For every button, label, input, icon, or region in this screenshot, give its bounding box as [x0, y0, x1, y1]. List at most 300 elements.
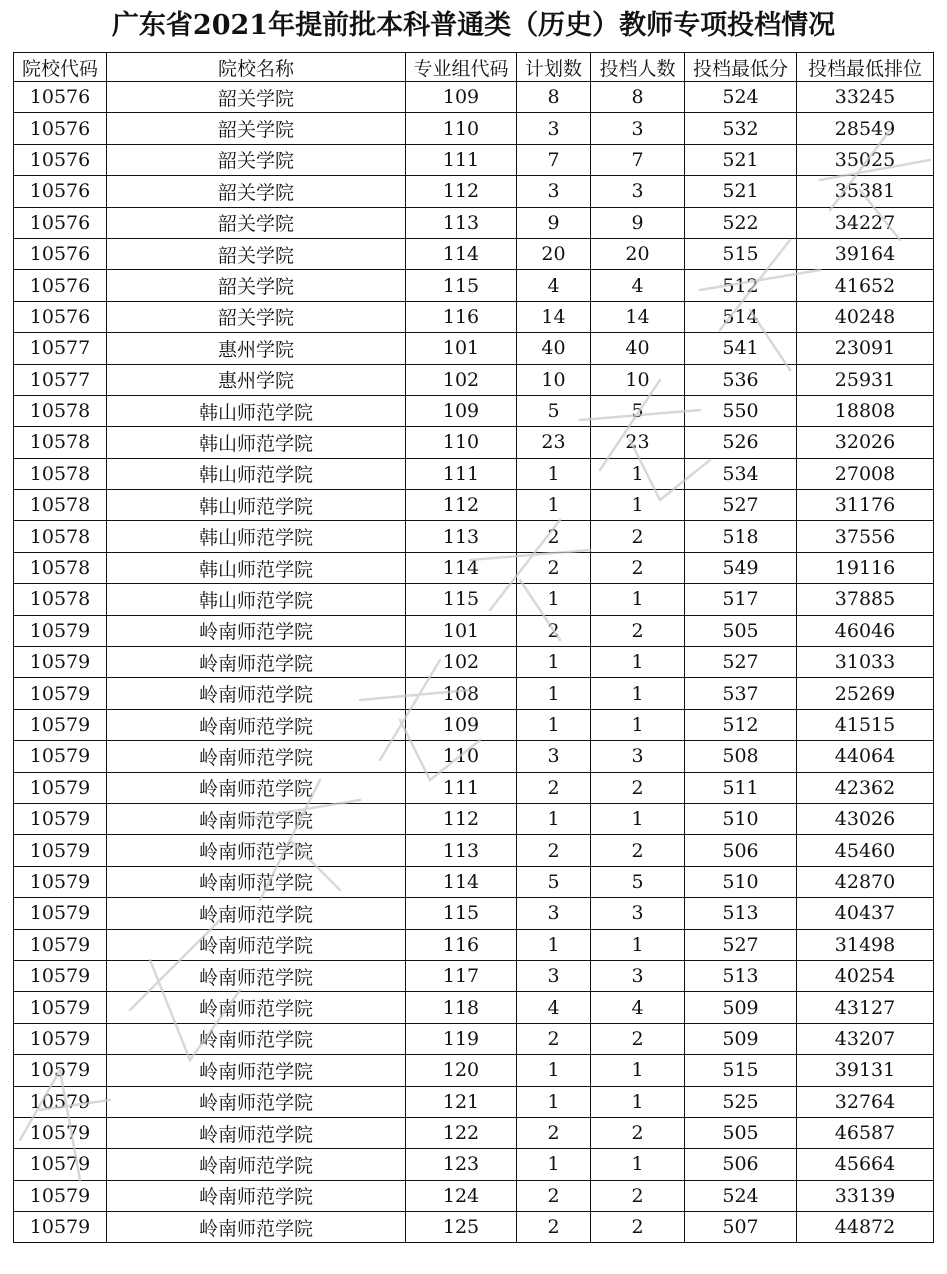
cell-school-name: 韶关学院: [107, 207, 406, 238]
cell-school-code: 10578: [14, 490, 107, 521]
cell-admitted-count: 2: [591, 1212, 685, 1243]
cell-min-rank: 19116: [797, 552, 934, 583]
cell-plan-count: 3: [517, 176, 591, 207]
cell-group-code: 114: [406, 866, 517, 897]
cell-admitted-count: 1: [591, 678, 685, 709]
cell-school-code: 10579: [14, 835, 107, 866]
cell-admitted-count: 2: [591, 1023, 685, 1054]
cell-admitted-count: 2: [591, 615, 685, 646]
cell-school-code: 10576: [14, 82, 107, 113]
cell-plan-count: 10: [517, 364, 591, 395]
cell-min-score: 541: [685, 333, 797, 364]
cell-min-score: 537: [685, 678, 797, 709]
cell-min-rank: 43127: [797, 992, 934, 1023]
cell-admitted-count: 3: [591, 113, 685, 144]
cell-min-rank: 33139: [797, 1180, 934, 1211]
cell-min-score: 515: [685, 1055, 797, 1086]
cell-school-code: 10579: [14, 960, 107, 991]
cell-plan-count: 1: [517, 678, 591, 709]
cell-school-name: 韶关学院: [107, 113, 406, 144]
cell-group-code: 120: [406, 1055, 517, 1086]
cell-school-name: 岭南师范学院: [107, 1149, 406, 1180]
cell-school-code: 10579: [14, 709, 107, 740]
cell-school-name: 岭南师范学院: [107, 1180, 406, 1211]
cell-plan-count: 2: [517, 615, 591, 646]
cell-min-rank: 31498: [797, 929, 934, 960]
cell-school-code: 10579: [14, 1086, 107, 1117]
table-row: [14, 1212, 934, 1243]
cell-plan-count: 2: [517, 521, 591, 552]
table-row: [14, 521, 934, 552]
cell-min-rank: 25931: [797, 364, 934, 395]
admission-table: [13, 52, 934, 1243]
cell-school-name: 岭南师范学院: [107, 772, 406, 803]
cell-plan-count: 2: [517, 835, 591, 866]
cell-min-score: 549: [685, 552, 797, 583]
cell-plan-count: 1: [517, 584, 591, 615]
cell-school-code: 10577: [14, 364, 107, 395]
cell-min-score: 527: [685, 647, 797, 678]
table-row: [14, 395, 934, 426]
header-school-code: 院校代码: [14, 53, 107, 82]
cell-group-code: 122: [406, 1117, 517, 1148]
cell-school-code: 10578: [14, 458, 107, 489]
cell-min-score: 521: [685, 144, 797, 175]
cell-plan-count: 2: [517, 552, 591, 583]
cell-plan-count: 7: [517, 144, 591, 175]
cell-min-score: 513: [685, 960, 797, 991]
cell-group-code: 117: [406, 960, 517, 991]
cell-min-rank: 40248: [797, 301, 934, 332]
cell-admitted-count: 20: [591, 238, 685, 269]
cell-plan-count: 40: [517, 333, 591, 364]
cell-min-rank: 45460: [797, 835, 934, 866]
cell-school-code: 10579: [14, 1023, 107, 1054]
cell-school-code: 10578: [14, 521, 107, 552]
cell-admitted-count: 7: [591, 144, 685, 175]
cell-min-rank: 37885: [797, 584, 934, 615]
cell-group-code: 109: [406, 709, 517, 740]
cell-school-name: 惠州学院: [107, 364, 406, 395]
cell-min-score: 507: [685, 1212, 797, 1243]
table-row: [14, 866, 934, 897]
cell-group-code: 118: [406, 992, 517, 1023]
cell-school-code: 10579: [14, 741, 107, 772]
cell-admitted-count: 23: [591, 427, 685, 458]
cell-school-name: 韩山师范学院: [107, 458, 406, 489]
cell-min-rank: 23091: [797, 333, 934, 364]
cell-school-name: 韩山师范学院: [107, 395, 406, 426]
cell-admitted-count: 1: [591, 584, 685, 615]
cell-admitted-count: 4: [591, 992, 685, 1023]
cell-school-code: 10576: [14, 207, 107, 238]
table-row: [14, 960, 934, 991]
cell-school-name: 韩山师范学院: [107, 584, 406, 615]
cell-admitted-count: 10: [591, 364, 685, 395]
cell-plan-count: 2: [517, 1212, 591, 1243]
cell-min-score: 509: [685, 992, 797, 1023]
cell-school-name: 岭南师范学院: [107, 1086, 406, 1117]
cell-plan-count: 8: [517, 82, 591, 113]
cell-min-score: 509: [685, 1023, 797, 1054]
cell-plan-count: 3: [517, 113, 591, 144]
cell-admitted-count: 1: [591, 647, 685, 678]
cell-admitted-count: 5: [591, 395, 685, 426]
cell-school-code: 10576: [14, 270, 107, 301]
cell-plan-count: 1: [517, 1086, 591, 1117]
cell-min-rank: 32026: [797, 427, 934, 458]
cell-school-name: 岭南师范学院: [107, 898, 406, 929]
cell-admitted-count: 2: [591, 552, 685, 583]
cell-school-name: 岭南师范学院: [107, 647, 406, 678]
cell-min-rank: 32764: [797, 1086, 934, 1117]
cell-min-score: 506: [685, 1149, 797, 1180]
cell-plan-count: 1: [517, 1055, 591, 1086]
cell-admitted-count: 1: [591, 1055, 685, 1086]
cell-school-name: 韶关学院: [107, 301, 406, 332]
cell-school-name: 岭南师范学院: [107, 960, 406, 991]
cell-min-rank: 46046: [797, 615, 934, 646]
cell-school-name: 岭南师范学院: [107, 1117, 406, 1148]
cell-group-code: 112: [406, 176, 517, 207]
cell-min-rank: 31033: [797, 647, 934, 678]
cell-admitted-count: 5: [591, 866, 685, 897]
cell-min-rank: 40437: [797, 898, 934, 929]
cell-plan-count: 14: [517, 301, 591, 332]
cell-admitted-count: 3: [591, 741, 685, 772]
cell-group-code: 109: [406, 395, 517, 426]
cell-group-code: 114: [406, 552, 517, 583]
cell-school-code: 10578: [14, 552, 107, 583]
cell-group-code: 102: [406, 364, 517, 395]
cell-min-score: 506: [685, 835, 797, 866]
cell-group-code: 101: [406, 333, 517, 364]
cell-group-code: 125: [406, 1212, 517, 1243]
cell-school-code: 10576: [14, 301, 107, 332]
cell-min-rank: 45664: [797, 1149, 934, 1180]
table-row: [14, 82, 934, 113]
header-school-name: 院校名称: [107, 53, 406, 82]
table-row: [14, 364, 934, 395]
cell-admitted-count: 1: [591, 1149, 685, 1180]
cell-group-code: 111: [406, 772, 517, 803]
cell-min-rank: 44872: [797, 1212, 934, 1243]
cell-admitted-count: 4: [591, 270, 685, 301]
cell-min-rank: 28549: [797, 113, 934, 144]
cell-min-score: 532: [685, 113, 797, 144]
cell-group-code: 119: [406, 1023, 517, 1054]
cell-min-score: 527: [685, 929, 797, 960]
cell-min-score: 515: [685, 238, 797, 269]
cell-min-score: 510: [685, 803, 797, 834]
cell-plan-count: 20: [517, 238, 591, 269]
cell-plan-count: 2: [517, 772, 591, 803]
cell-school-name: 韩山师范学院: [107, 521, 406, 552]
table-row: [14, 584, 934, 615]
table-row: [14, 678, 934, 709]
cell-plan-count: 4: [517, 992, 591, 1023]
cell-school-code: 10579: [14, 929, 107, 960]
cell-school-code: 10579: [14, 866, 107, 897]
cell-admitted-count: 1: [591, 458, 685, 489]
cell-plan-count: 9: [517, 207, 591, 238]
cell-admitted-count: 1: [591, 709, 685, 740]
cell-min-rank: 35381: [797, 176, 934, 207]
header-group-code: 专业组代码: [406, 53, 517, 82]
table-header-row: [14, 53, 934, 82]
cell-admitted-count: 3: [591, 960, 685, 991]
cell-school-code: 10579: [14, 678, 107, 709]
cell-school-name: 韶关学院: [107, 176, 406, 207]
cell-admitted-count: 2: [591, 835, 685, 866]
cell-min-rank: 31176: [797, 490, 934, 521]
cell-school-name: 惠州学院: [107, 333, 406, 364]
table-row: [14, 1149, 934, 1180]
table-row: [14, 301, 934, 332]
table-row: [14, 709, 934, 740]
cell-group-code: 113: [406, 207, 517, 238]
table-row: [14, 490, 934, 521]
cell-min-rank: 43026: [797, 803, 934, 834]
cell-min-rank: 33245: [797, 82, 934, 113]
cell-school-code: 10579: [14, 1055, 107, 1086]
cell-group-code: 116: [406, 301, 517, 332]
cell-school-code: 10576: [14, 144, 107, 175]
table-row: [14, 741, 934, 772]
header-plan-count: 计划数: [517, 53, 591, 82]
cell-plan-count: 3: [517, 960, 591, 991]
cell-school-code: 10576: [14, 238, 107, 269]
table-row: [14, 333, 934, 364]
cell-group-code: 116: [406, 929, 517, 960]
table-row: [14, 113, 934, 144]
cell-school-name: 韶关学院: [107, 82, 406, 113]
cell-min-score: 512: [685, 709, 797, 740]
document-title: 广东省2021年提前批本科普通类（历史）教师专项投档情况: [111, 10, 836, 41]
cell-admitted-count: 2: [591, 1180, 685, 1211]
cell-admitted-count: 14: [591, 301, 685, 332]
cell-plan-count: 1: [517, 458, 591, 489]
table-row: [14, 238, 934, 269]
cell-plan-count: 1: [517, 647, 591, 678]
cell-school-name: 岭南师范学院: [107, 929, 406, 960]
cell-plan-count: 1: [517, 709, 591, 740]
cell-plan-count: 2: [517, 1117, 591, 1148]
cell-plan-count: 2: [517, 1023, 591, 1054]
cell-school-code: 10579: [14, 803, 107, 834]
cell-plan-count: 4: [517, 270, 591, 301]
cell-admitted-count: 3: [591, 898, 685, 929]
cell-min-score: 525: [685, 1086, 797, 1117]
cell-min-score: 550: [685, 395, 797, 426]
cell-plan-count: 1: [517, 929, 591, 960]
cell-min-score: 513: [685, 898, 797, 929]
table-row: [14, 458, 934, 489]
cell-min-rank: 42362: [797, 772, 934, 803]
cell-plan-count: 3: [517, 741, 591, 772]
cell-admitted-count: 2: [591, 772, 685, 803]
table-row: [14, 772, 934, 803]
cell-group-code: 115: [406, 584, 517, 615]
cell-min-rank: 34227: [797, 207, 934, 238]
cell-group-code: 121: [406, 1086, 517, 1117]
cell-school-name: 韩山师范学院: [107, 552, 406, 583]
cell-min-score: 524: [685, 1180, 797, 1211]
cell-school-name: 韶关学院: [107, 144, 406, 175]
table-row: [14, 992, 934, 1023]
cell-group-code: 113: [406, 521, 517, 552]
cell-admitted-count: 1: [591, 803, 685, 834]
cell-min-score: 522: [685, 207, 797, 238]
cell-admitted-count: 40: [591, 333, 685, 364]
table-row: [14, 176, 934, 207]
cell-min-score: 511: [685, 772, 797, 803]
cell-school-name: 岭南师范学院: [107, 709, 406, 740]
header-min-score: 投档最低分: [685, 53, 797, 82]
cell-plan-count: 1: [517, 803, 591, 834]
table-row: [14, 1023, 934, 1054]
cell-school-name: 岭南师范学院: [107, 835, 406, 866]
table-row: [14, 615, 934, 646]
cell-min-rank: 37556: [797, 521, 934, 552]
cell-min-rank: 39164: [797, 238, 934, 269]
cell-school-code: 10579: [14, 1212, 107, 1243]
cell-group-code: 123: [406, 1149, 517, 1180]
cell-group-code: 110: [406, 427, 517, 458]
cell-group-code: 109: [406, 82, 517, 113]
cell-admitted-count: 3: [591, 176, 685, 207]
cell-school-code: 10579: [14, 615, 107, 646]
table-row: [14, 898, 934, 929]
table-row: [14, 803, 934, 834]
cell-min-rank: 44064: [797, 741, 934, 772]
table-row: [14, 1086, 934, 1117]
cell-school-code: 10579: [14, 1117, 107, 1148]
cell-admitted-count: 1: [591, 1086, 685, 1117]
cell-plan-count: 1: [517, 1149, 591, 1180]
cell-group-code: 114: [406, 238, 517, 269]
table-row: [14, 835, 934, 866]
cell-min-rank: 39131: [797, 1055, 934, 1086]
cell-school-name: 岭南师范学院: [107, 615, 406, 646]
cell-admitted-count: 1: [591, 490, 685, 521]
cell-school-code: 10577: [14, 333, 107, 364]
cell-min-score: 524: [685, 82, 797, 113]
cell-group-code: 102: [406, 647, 517, 678]
cell-school-code: 10579: [14, 647, 107, 678]
cell-min-score: 512: [685, 270, 797, 301]
cell-plan-count: 3: [517, 898, 591, 929]
cell-min-score: 514: [685, 301, 797, 332]
cell-group-code: 101: [406, 615, 517, 646]
cell-min-rank: 46587: [797, 1117, 934, 1148]
table-row: [14, 1117, 934, 1148]
cell-group-code: 124: [406, 1180, 517, 1211]
table-row: [14, 144, 934, 175]
table-row: [14, 1055, 934, 1086]
cell-group-code: 108: [406, 678, 517, 709]
cell-group-code: 111: [406, 144, 517, 175]
cell-admitted-count: 2: [591, 1117, 685, 1148]
cell-min-score: 527: [685, 490, 797, 521]
cell-school-name: 岭南师范学院: [107, 1212, 406, 1243]
table-row: [14, 270, 934, 301]
cell-admitted-count: 1: [591, 929, 685, 960]
cell-min-score: 505: [685, 1117, 797, 1148]
cell-min-score: 510: [685, 866, 797, 897]
cell-group-code: 110: [406, 113, 517, 144]
cell-school-code: 10579: [14, 992, 107, 1023]
cell-school-name: 岭南师范学院: [107, 866, 406, 897]
table-row: [14, 1180, 934, 1211]
cell-min-score: 508: [685, 741, 797, 772]
cell-school-code: 10579: [14, 1180, 107, 1211]
cell-min-score: 518: [685, 521, 797, 552]
cell-min-score: 526: [685, 427, 797, 458]
cell-plan-count: 1: [517, 490, 591, 521]
cell-school-name: 岭南师范学院: [107, 992, 406, 1023]
cell-school-name: 岭南师范学院: [107, 1055, 406, 1086]
cell-min-rank: 18808: [797, 395, 934, 426]
cell-group-code: 111: [406, 458, 517, 489]
table-body: [14, 82, 934, 1243]
cell-min-rank: 41652: [797, 270, 934, 301]
cell-school-code: 10576: [14, 176, 107, 207]
cell-min-score: 521: [685, 176, 797, 207]
table-row: [14, 207, 934, 238]
cell-min-rank: 40254: [797, 960, 934, 991]
cell-group-code: 113: [406, 835, 517, 866]
table-row: [14, 647, 934, 678]
cell-group-code: 115: [406, 898, 517, 929]
cell-group-code: 112: [406, 490, 517, 521]
cell-school-code: 10576: [14, 113, 107, 144]
cell-school-name: 韩山师范学院: [107, 427, 406, 458]
cell-admitted-count: 2: [591, 521, 685, 552]
cell-school-code: 10579: [14, 1149, 107, 1180]
cell-min-score: 517: [685, 584, 797, 615]
cell-group-code: 110: [406, 741, 517, 772]
table-row: [14, 929, 934, 960]
cell-school-name: 岭南师范学院: [107, 1023, 406, 1054]
cell-school-name: 韩山师范学院: [107, 490, 406, 521]
cell-plan-count: 23: [517, 427, 591, 458]
cell-min-score: 534: [685, 458, 797, 489]
cell-school-name: 韶关学院: [107, 238, 406, 269]
table-row: [14, 552, 934, 583]
cell-school-code: 10578: [14, 427, 107, 458]
cell-school-code: 10578: [14, 584, 107, 615]
cell-min-rank: 41515: [797, 709, 934, 740]
cell-school-name: 岭南师范学院: [107, 678, 406, 709]
cell-group-code: 115: [406, 270, 517, 301]
cell-school-name: 岭南师范学院: [107, 741, 406, 772]
cell-plan-count: 2: [517, 1180, 591, 1211]
header-min-rank: 投档最低排位: [797, 53, 934, 82]
cell-admitted-count: 8: [591, 82, 685, 113]
cell-plan-count: 5: [517, 395, 591, 426]
cell-plan-count: 5: [517, 866, 591, 897]
cell-min-rank: 35025: [797, 144, 934, 175]
table-row: [14, 427, 934, 458]
header-admitted-count: 投档人数: [591, 53, 685, 82]
cell-min-rank: 42870: [797, 866, 934, 897]
cell-min-rank: 27008: [797, 458, 934, 489]
cell-school-code: 10579: [14, 898, 107, 929]
cell-school-name: 岭南师范学院: [107, 803, 406, 834]
cell-school-code: 10578: [14, 395, 107, 426]
cell-admitted-count: 9: [591, 207, 685, 238]
